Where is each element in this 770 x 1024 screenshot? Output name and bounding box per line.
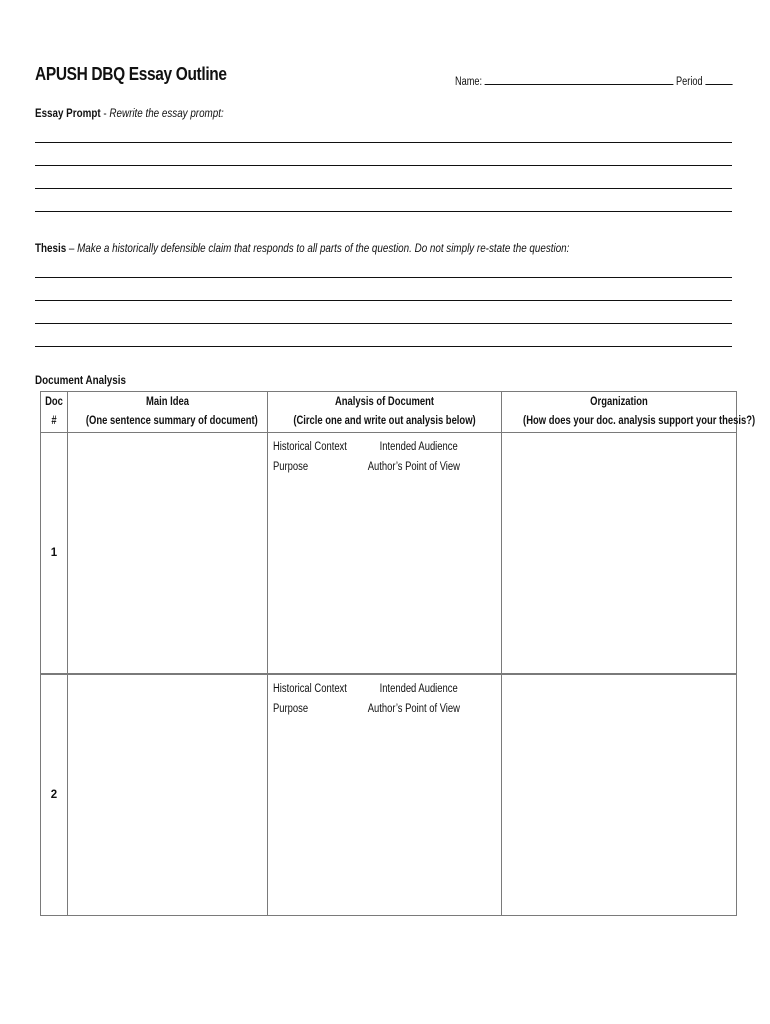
column-header-line: Organization — [590, 396, 648, 408]
thesis-line[interactable] — [35, 346, 732, 347]
analysis-option[interactable]: Intended Audience — [379, 683, 458, 695]
table-row — [41, 433, 737, 675]
name-label: Name: — [455, 76, 483, 88]
thesis-line[interactable] — [35, 277, 732, 278]
essay-prompt-heading — [35, 106, 224, 120]
column-header-analysis — [268, 392, 502, 433]
analysis-option[interactable]: Purpose — [273, 703, 309, 715]
column-header-doc — [41, 392, 68, 433]
column-header-line: (One sentence summary of document) — [85, 415, 258, 427]
document-analysis-title: Document Analysis — [35, 373, 126, 387]
thesis-line[interactable] — [35, 300, 732, 301]
table-row — [41, 674, 737, 916]
analysis-option[interactable]: Historical Context — [273, 441, 347, 453]
essay-prompt-line[interactable] — [35, 165, 732, 166]
analysis-option[interactable]: Author’s Point of View — [367, 703, 460, 715]
period-line[interactable] — [705, 74, 732, 85]
analysis-cell[interactable] — [268, 433, 502, 675]
column-header-organization — [502, 392, 756, 433]
column-header-main-idea — [68, 392, 268, 433]
organization-cell[interactable] — [502, 433, 737, 675]
column-header-line: # — [51, 415, 57, 427]
analysis-option[interactable]: Author’s Point of View — [367, 461, 460, 473]
name-line[interactable] — [485, 74, 674, 85]
analysis-cell[interactable] — [268, 674, 502, 916]
thesis-instruction: Make a historically defensible claim that responds to all parts of the question. Do not simply re-state the question: — [77, 241, 570, 255]
analysis-option[interactable]: Intended Audience — [379, 441, 458, 453]
thesis-label: Thesis — [35, 241, 67, 255]
column-header-line: (Circle one and write out analysis below) — [293, 415, 476, 427]
essay-prompt-line[interactable] — [35, 188, 732, 189]
table-header-row — [41, 392, 737, 433]
essay-prompt-line[interactable] — [35, 142, 732, 143]
main-idea-cell[interactable] — [68, 433, 268, 675]
page-title: APUSH DBQ Essay Outline — [35, 64, 227, 84]
thesis-separator: – — [66, 241, 78, 255]
thesis-line[interactable] — [35, 323, 732, 324]
analysis-option[interactable]: Historical Context — [273, 683, 347, 695]
analysis-option[interactable]: Purpose — [273, 461, 309, 473]
name-period-field — [455, 74, 732, 88]
doc-number: 1 — [41, 433, 68, 675]
thesis-heading — [35, 241, 569, 255]
organization-cell[interactable] — [502, 674, 737, 916]
column-header-line: Analysis of Document — [334, 396, 435, 408]
essay-prompt-line[interactable] — [35, 211, 732, 212]
period-label: Period — [676, 76, 703, 88]
document-analysis-table — [40, 391, 756, 916]
column-header-line: (How does your doc. analysis support your thesis?) — [523, 415, 756, 427]
column-header-line: Main Idea — [146, 396, 189, 408]
essay-prompt-label: Essay Prompt — [35, 106, 101, 120]
main-idea-cell[interactable] — [68, 674, 268, 916]
doc-number: 2 — [41, 674, 68, 916]
essay-prompt-separator: - — [100, 106, 110, 120]
column-header-line: Doc — [45, 396, 63, 408]
essay-prompt-instruction: Rewrite the essay prompt: — [109, 106, 224, 120]
